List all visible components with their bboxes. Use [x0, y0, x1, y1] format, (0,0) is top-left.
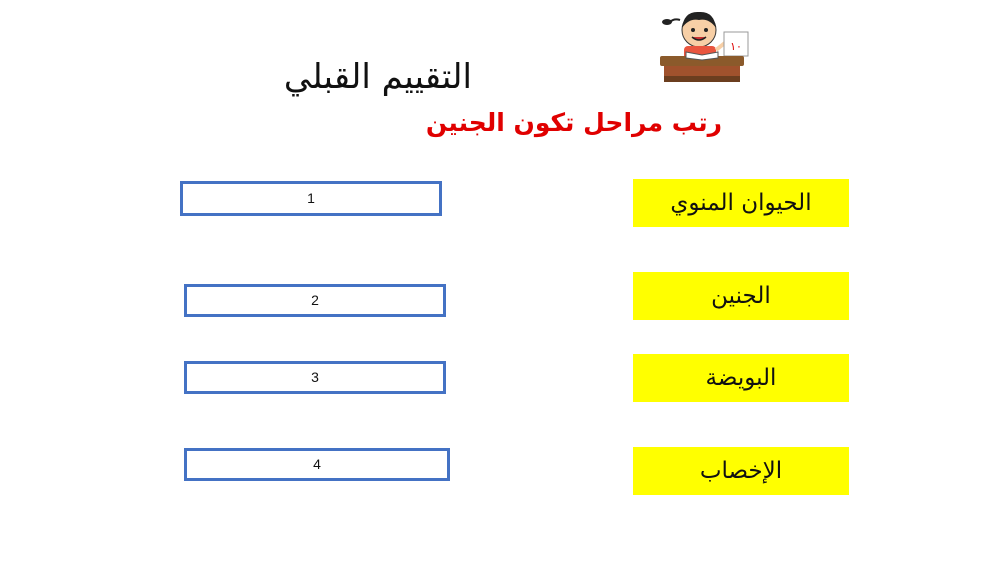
stage-label-sperm[interactable]: الحيوان المنوي: [633, 179, 849, 227]
page-title: التقييم القبلي: [283, 57, 472, 97]
stage-label-fertilization[interactable]: الإخصاب: [633, 447, 849, 495]
answer-box-1[interactable]: 1: [180, 181, 442, 216]
stage-label-egg[interactable]: البويضة: [633, 354, 849, 402]
instruction-text: رتب مراحل تكون الجنين: [425, 108, 722, 137]
answer-box-3[interactable]: 3: [184, 361, 446, 394]
answer-box-4[interactable]: 4: [184, 448, 450, 481]
student-at-desk-icon: [654, 8, 758, 84]
paper-score-text: ١٠: [730, 40, 742, 53]
answer-box-2[interactable]: 2: [184, 284, 446, 317]
stage-label-embryo[interactable]: الجنين: [633, 272, 849, 320]
